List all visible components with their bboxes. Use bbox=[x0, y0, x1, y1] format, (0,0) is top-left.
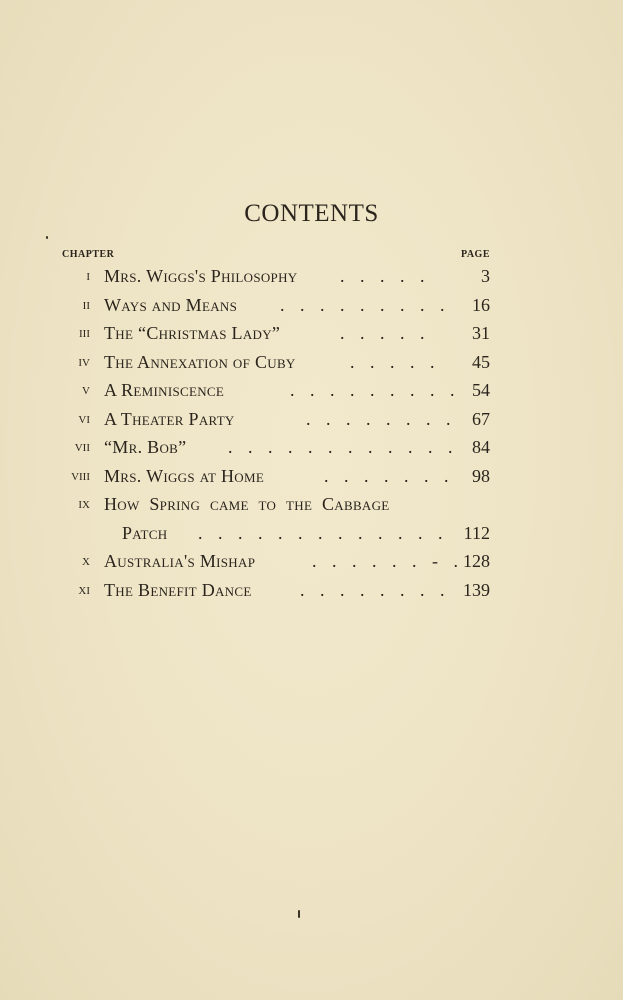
chapter-title: A Theater Party bbox=[104, 408, 235, 429]
toc-entry bbox=[62, 519, 490, 548]
page-number: 54 bbox=[472, 380, 490, 400]
page-title: CONTENTS bbox=[244, 200, 379, 227]
toc-entry bbox=[62, 376, 490, 405]
dot-leader: . . . . . bbox=[340, 323, 430, 343]
chapter-title: A Reminiscence bbox=[104, 380, 225, 400]
toc-entry bbox=[62, 433, 490, 462]
page-number: 112 bbox=[463, 522, 490, 543]
chapter-title: Ways and Means bbox=[104, 294, 238, 315]
toc-entry bbox=[62, 348, 490, 377]
chapter-number: vii bbox=[74, 438, 90, 455]
chapter-number: iv bbox=[78, 352, 90, 370]
chapter-title: How Spring came to the Cabbage bbox=[104, 494, 390, 514]
dot-leader: . . . . . . . . bbox=[306, 408, 456, 429]
page-number: 45 bbox=[472, 351, 490, 372]
table-of-contents bbox=[62, 262, 490, 604]
chapter-title: The Annexation of Cuby bbox=[104, 351, 296, 372]
dot-leader: . . . . . . - . bbox=[312, 551, 464, 571]
toc-entry bbox=[62, 405, 490, 434]
page-number: 128 bbox=[463, 551, 490, 571]
page-number: 84 bbox=[472, 437, 490, 457]
chapter-title: The “Christmas Lady” bbox=[104, 323, 281, 343]
ink-speck bbox=[46, 236, 48, 239]
chapter-number: ix bbox=[78, 495, 90, 512]
dot-leader: . . . . . . . . bbox=[300, 579, 450, 600]
page-number: 31 bbox=[472, 323, 490, 343]
toc-entry bbox=[62, 262, 490, 291]
chapter-number: i bbox=[86, 267, 90, 284]
page-number: 98 bbox=[472, 465, 490, 486]
dot-leader: . . . . . . . bbox=[324, 465, 454, 486]
chapter-title: Mrs. Wiggs's Philosophy bbox=[104, 266, 298, 286]
toc-entry bbox=[62, 490, 490, 519]
dot-leader: . . . . . . . . . . . . bbox=[228, 437, 458, 457]
dot-leader: . . . . . . . . . bbox=[280, 294, 450, 315]
chapter-number: vi bbox=[78, 409, 90, 427]
chapter-title: Australia's Mishap bbox=[104, 551, 256, 571]
toc-entry bbox=[62, 319, 490, 348]
chapter-title: Mrs. Wiggs at Home bbox=[104, 465, 265, 486]
page-number: 3 bbox=[481, 266, 490, 286]
toc-entry bbox=[62, 576, 490, 605]
chapter-number: viii bbox=[71, 466, 90, 484]
page-number: 16 bbox=[472, 294, 490, 315]
chapter-title: The Benefit Dance bbox=[104, 579, 252, 600]
page-number: 67 bbox=[472, 408, 490, 429]
chapter-number: xi bbox=[78, 580, 90, 598]
chapter-number: iii bbox=[79, 324, 90, 341]
chapter-number: x bbox=[82, 552, 90, 569]
dot-leader: . . . . . bbox=[340, 266, 430, 286]
toc-entry bbox=[62, 291, 490, 320]
chapter-title-continued: Patch bbox=[122, 522, 168, 543]
chapter-title: “Mr. Bob” bbox=[104, 437, 187, 457]
toc-entry bbox=[62, 462, 490, 491]
chapter-number: v bbox=[82, 381, 90, 398]
dot-leader: . . . . . . . . . . . . . bbox=[198, 522, 448, 543]
ink-speck bbox=[298, 910, 300, 918]
page-number: 139 bbox=[463, 579, 490, 600]
chapter-column-label: CHAPTER bbox=[62, 249, 115, 260]
chapter-number: ii bbox=[82, 295, 90, 313]
dot-leader: . . . . . bbox=[350, 351, 440, 372]
toc-entry bbox=[62, 547, 490, 576]
dot-leader: . . . . . . . . . bbox=[290, 380, 460, 400]
page-column-label: PAGE bbox=[460, 249, 490, 260]
